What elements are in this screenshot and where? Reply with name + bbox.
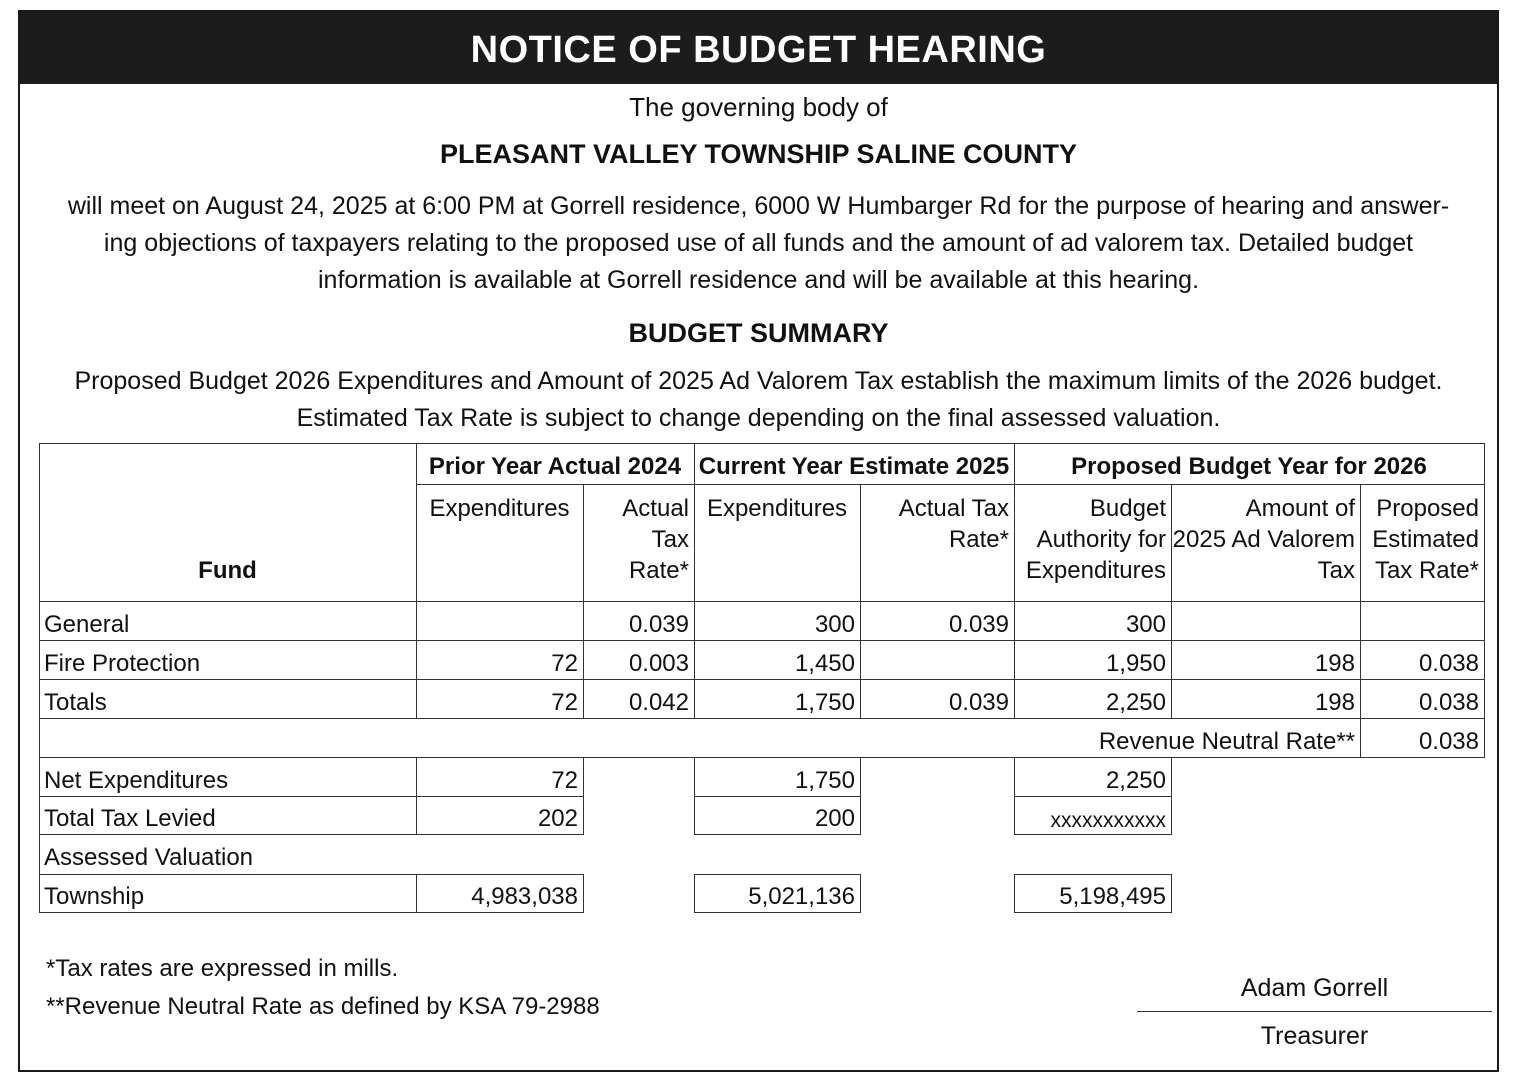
total-tax-levied-label: Total Tax Levied <box>44 805 216 832</box>
row-divider <box>1014 796 1172 797</box>
meeting-line-2: ing objections of taxpayers relating to the proposed use of all funds and the amount of ad valorem tax. Detailed budget <box>103 229 1414 257</box>
township-current: 5,021,136 <box>748 883 855 910</box>
summary-line-1: Proposed Budget 2026 Expenditures and Amount of 2025 Ad Valorem Tax establish the maximum limits of the 2026 budget. <box>74 367 1443 395</box>
budget-authority-header-1: Budget <box>1089 495 1166 522</box>
budget-summary-title: BUDGET SUMMARY <box>628 318 889 348</box>
intro-text: The governing body of <box>629 92 888 122</box>
row-est-rate: 0.038 <box>1418 650 1479 677</box>
row-budget-authority: 300 <box>1125 611 1166 638</box>
row-current-expenditures: 1,450 <box>794 650 855 677</box>
signer-title: Treasurer <box>1260 1022 1369 1050</box>
footnote-revenue-neutral: **Revenue Neutral Rate as defined by KSA 79-2988 <box>46 993 600 1020</box>
row-divider <box>39 601 1485 602</box>
organization-name: PLEASANT VALLEY TOWNSHIP SALINE COUNTY <box>439 139 1078 169</box>
net-expenditures-prior: 72 <box>551 767 578 794</box>
meeting-line-3: information is available at Gorrell residence and will be available at this hearing. <box>317 266 1200 294</box>
row-divider <box>39 679 1485 680</box>
ad-valorem-header-3: Tax <box>1317 557 1355 584</box>
township-prior: 4,983,038 <box>471 883 578 910</box>
prior-rate-header-3: Rate* <box>628 557 689 584</box>
row-divider <box>416 796 584 797</box>
group-header-current: Current Year Estimate 2025 <box>698 453 1010 480</box>
row-current-expenditures: 1,750 <box>794 689 855 716</box>
township-proposed: 5,198,495 <box>1059 883 1166 910</box>
ad-valorem-header-2: 2025 Ad Valorem <box>1172 526 1355 553</box>
net-expenditures-current: 1,750 <box>794 767 855 794</box>
summary-line-2: Estimated Tax Rate is subject to change depending on the final assessed valuation. <box>296 404 1221 432</box>
row-fund: General <box>44 611 130 638</box>
budget-authority-header-3: Expenditures <box>1025 557 1166 584</box>
row-divider <box>694 796 861 797</box>
prior-rate-header-1: Actual <box>622 495 689 522</box>
current-rate-header-2: Rate* <box>948 526 1009 553</box>
prior-rate-header-2: Tax <box>651 526 689 553</box>
row-ad-valorem: 198 <box>1314 650 1355 677</box>
total-tax-levied-current: 200 <box>814 805 855 832</box>
row-prior-rate: 0.003 <box>628 650 689 677</box>
row-budget-authority: 1,950 <box>1105 650 1166 677</box>
row-est-rate: 0.038 <box>1418 689 1479 716</box>
net-expenditures-proposed: 2,250 <box>1105 767 1166 794</box>
net-expenditures-label: Net Expenditures <box>44 767 229 794</box>
est-rate-header-1: Proposed <box>1376 495 1479 522</box>
revenue-neutral-label: Revenue Neutral Rate** <box>1098 728 1355 755</box>
notice-title: NOTICE OF BUDGET HEARING <box>20 12 1497 84</box>
row-fund: Fire Protection <box>44 650 201 677</box>
prior-expenditures-header: Expenditures <box>429 495 570 522</box>
signer-name: Adam Gorrell <box>1240 974 1389 1002</box>
row-prior-rate: 0.042 <box>628 689 689 716</box>
row-divider <box>416 484 1484 485</box>
summary-paragraph <box>40 363 1477 437</box>
township-label: Township <box>44 883 145 910</box>
meeting-paragraph <box>50 188 1467 299</box>
row-divider <box>39 640 1485 641</box>
signature-line <box>1137 1011 1492 1012</box>
revenue-neutral-value: 0.038 <box>1418 728 1479 755</box>
row-fund: Totals <box>44 689 107 716</box>
current-expenditures-header: Expenditures <box>706 495 848 522</box>
row-current-rate: 0.039 <box>948 611 1009 638</box>
group-header-proposed: Proposed Budget Year for 2026 <box>1071 453 1427 480</box>
row-current-rate: 0.039 <box>948 689 1009 716</box>
total-tax-levied-prior: 202 <box>537 805 578 832</box>
row-prior-expenditures: 72 <box>551 650 578 677</box>
current-rate-header-1: Actual Tax <box>898 495 1009 522</box>
meeting-line-1: will meet on August 24, 2025 at 6:00 PM at Gorrell residence, 6000 W Humbarger Rd for the purpose of hearing and answer- <box>67 192 1450 220</box>
total-tax-levied-proposed: xxxxxxxxxxx <box>1050 809 1166 832</box>
est-rate-header-2: Estimated <box>1372 526 1479 553</box>
group-header-prior: Prior Year Actual 2024 <box>428 453 682 480</box>
fund-header: Fund <box>198 557 257 584</box>
footnote-tax-rates: *Tax rates are expressed in mills. <box>46 955 399 982</box>
row-ad-valorem: 198 <box>1314 689 1355 716</box>
assessed-valuation-label: Assessed Valuation <box>44 844 254 871</box>
row-budget-authority: 2,250 <box>1105 689 1166 716</box>
row-divider <box>39 718 1485 719</box>
budget-authority-header-2: Authority for <box>1036 526 1166 553</box>
ad-valorem-header-1: Amount of <box>1245 495 1355 522</box>
row-divider <box>39 796 417 797</box>
row-prior-rate: 0.039 <box>628 611 689 638</box>
est-rate-header-3: Tax Rate* <box>1374 557 1479 584</box>
row-current-expenditures: 300 <box>814 611 855 638</box>
row-prior-expenditures: 72 <box>551 689 578 716</box>
